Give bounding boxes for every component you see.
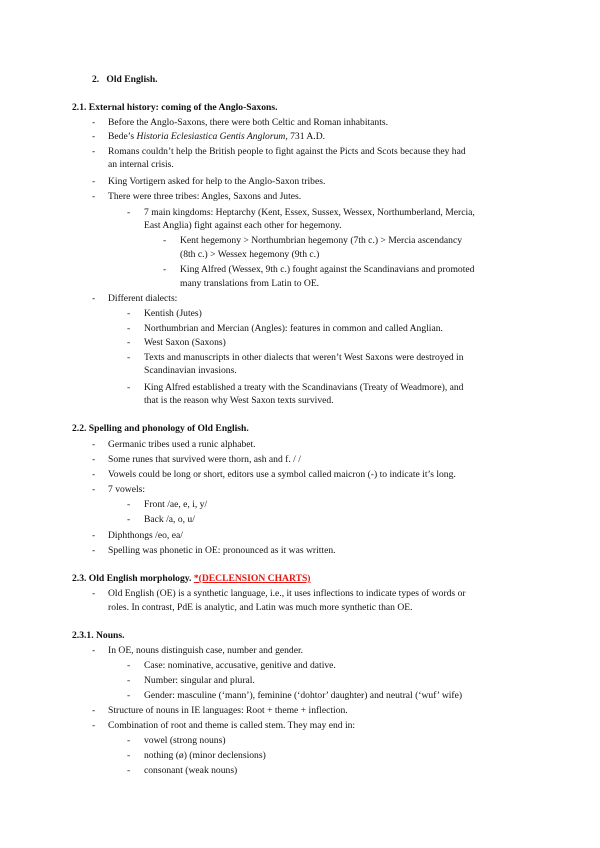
list-item: Case: nominative, accusative, genitive and dative. bbox=[144, 660, 336, 671]
list-item: Old English (OE) is a synthetic language, i.e., it uses inflections to indicate types of words or bbox=[108, 588, 466, 599]
bullet-dash: - bbox=[92, 530, 96, 541]
bullet-dash: - bbox=[127, 660, 131, 671]
list-item: Spelling was phonetic in OE: pronounced as it was written. bbox=[108, 545, 336, 556]
book-title: Historia Eclesiastica Gentis Anglorum bbox=[136, 131, 286, 142]
bullet-dash: - bbox=[92, 117, 96, 128]
list-item-continuation: Scandinavian invasions. bbox=[144, 365, 237, 376]
bullet-dash: - bbox=[127, 499, 131, 510]
bullet-dash: - bbox=[92, 454, 96, 465]
bullet-dash: - bbox=[163, 235, 167, 246]
bullet-dash: - bbox=[92, 131, 96, 142]
list-item: 7 vowels: bbox=[108, 484, 146, 495]
list-item: Before the Anglo-Saxons, there were both Celtic and Roman inhabitants. bbox=[108, 117, 389, 128]
list-item-continuation: many translations from Latin to OE. bbox=[180, 278, 320, 289]
bullet-dash: - bbox=[92, 588, 96, 599]
list-item: King Alfred (Wessex, 9th c.) fought against the Scandinavians and promoted bbox=[180, 264, 475, 275]
bullet-dash: - bbox=[92, 176, 96, 187]
list-item: Back /a, o, u/ bbox=[144, 514, 195, 525]
section-heading-2-1: 2.1. External history: coming of the Anglo-Saxons. bbox=[72, 102, 278, 113]
bullet-dash: - bbox=[127, 352, 131, 363]
bullet-dash: - bbox=[127, 514, 131, 525]
bullet-dash: - bbox=[92, 146, 96, 157]
list-item: Romans couldn’t help the British people to fight against the Picts and Scots because they had bbox=[108, 146, 466, 157]
bullet-dash: - bbox=[127, 735, 131, 746]
chapter-heading: 2. Old English. bbox=[92, 74, 158, 85]
list-item: Combination of root and theme is called stem. They may end in: bbox=[108, 720, 356, 731]
list-item: Germanic tribes used a runic alphabet. bbox=[108, 439, 256, 450]
list-item: King Vortigern asked for help to the Anglo-Saxon tribes. bbox=[108, 176, 326, 187]
list-item: Some runes that survived were thorn, ash and f. / / bbox=[108, 454, 301, 465]
section-heading-2-2: 2.2. Spelling and phonology of Old English. bbox=[72, 423, 249, 434]
bullet-dash: - bbox=[163, 264, 167, 275]
bullet-dash: - bbox=[92, 191, 96, 202]
text-run: , 731 A.D. bbox=[285, 131, 326, 142]
heading-text: 2.3. Old English morphology. bbox=[72, 573, 194, 584]
list-item: There were three tribes: Angles, Saxons and Jutes. bbox=[108, 191, 302, 202]
bullet-dash: - bbox=[127, 690, 131, 701]
section-heading-2-3 bbox=[72, 573, 311, 585]
list-item-continuation: (8th c.) > Wessex hegemony (9th c.) bbox=[180, 249, 320, 260]
bullet-dash: - bbox=[92, 705, 96, 716]
bullet-dash: - bbox=[127, 765, 131, 776]
list-item: consonant (weak nouns) bbox=[144, 765, 238, 776]
list-item: Gender: masculine (‘mann’), feminine (‘dohtor’ daughter) and neutral (‘wuf’ wife) bbox=[144, 690, 463, 701]
bullet-dash: - bbox=[127, 382, 131, 393]
list-item: Vowels could be long or short, editors use a symbol called maicron (-) to indicate it’s long. bbox=[108, 469, 456, 480]
list-item-continuation: that is the reason why West Saxon texts survived. bbox=[144, 395, 334, 406]
bullet-dash: - bbox=[127, 750, 131, 761]
list-item: nothing (ø) (minor declensions) bbox=[144, 750, 266, 761]
list-item: West Saxon (Saxons) bbox=[144, 337, 226, 348]
declension-charts-link[interactable]: *(DECLENSION CHARTS) bbox=[193, 573, 311, 584]
list-item: King Alfred established a treaty with the Scandinavians (Treaty of Weadmore), and bbox=[144, 382, 464, 393]
list-item: Number: singular and plural. bbox=[144, 675, 255, 686]
bullet-dash: - bbox=[127, 675, 131, 686]
bullet-dash: - bbox=[92, 645, 96, 656]
list-item: Structure of nouns in IE languages: Root + theme + inflection. bbox=[108, 705, 348, 716]
bullet-dash: - bbox=[92, 545, 96, 556]
list-item-continuation: East Anglia) fight against each other for hegemony. bbox=[144, 220, 342, 231]
list-item: 7 main kingdoms: Heptarchy (Kent, Essex, Sussex, Wessex, Northumberland, Mercia, bbox=[144, 207, 475, 218]
list-item: Different dialects: bbox=[108, 293, 178, 304]
list-item-continuation: roles. In contrast, PdE is analytic, and Latin was much more synthetic than OE. bbox=[108, 602, 413, 613]
list-item: Northumbrian and Mercian (Angles): features in common and called Anglian. bbox=[144, 323, 443, 334]
list-item: Kentish (Jutes) bbox=[144, 308, 202, 319]
bullet-dash: - bbox=[127, 308, 131, 319]
bullet-dash: - bbox=[127, 337, 131, 348]
list-item-continuation: an internal crisis. bbox=[108, 159, 174, 170]
section-heading-2-3-1: 2.3.1. Nouns. bbox=[72, 630, 125, 641]
list-item: In OE, nouns distinguish case, number and gender. bbox=[108, 645, 304, 656]
bullet-dash: - bbox=[127, 207, 131, 218]
bullet-dash: - bbox=[127, 323, 131, 334]
list-item: Front /ae, e, i, y/ bbox=[144, 499, 208, 510]
list-item: Kent hegemony > Northumbrian hegemony (7th c.) > Mercia ascendancy bbox=[180, 235, 463, 246]
bullet-dash: - bbox=[92, 293, 96, 304]
text-run: Bede’s bbox=[108, 131, 137, 142]
list-item bbox=[108, 131, 325, 143]
bullet-dash: - bbox=[92, 439, 96, 450]
list-item: vowel (strong nouns) bbox=[144, 735, 226, 746]
bullet-dash: - bbox=[92, 469, 96, 480]
list-item: Texts and manuscripts in other dialects that weren’t West Saxons were destroyed in bbox=[144, 352, 464, 363]
bullet-dash: - bbox=[92, 484, 96, 495]
bullet-dash: - bbox=[92, 720, 96, 731]
list-item: Diphthongs /eo, ea/ bbox=[108, 530, 183, 541]
